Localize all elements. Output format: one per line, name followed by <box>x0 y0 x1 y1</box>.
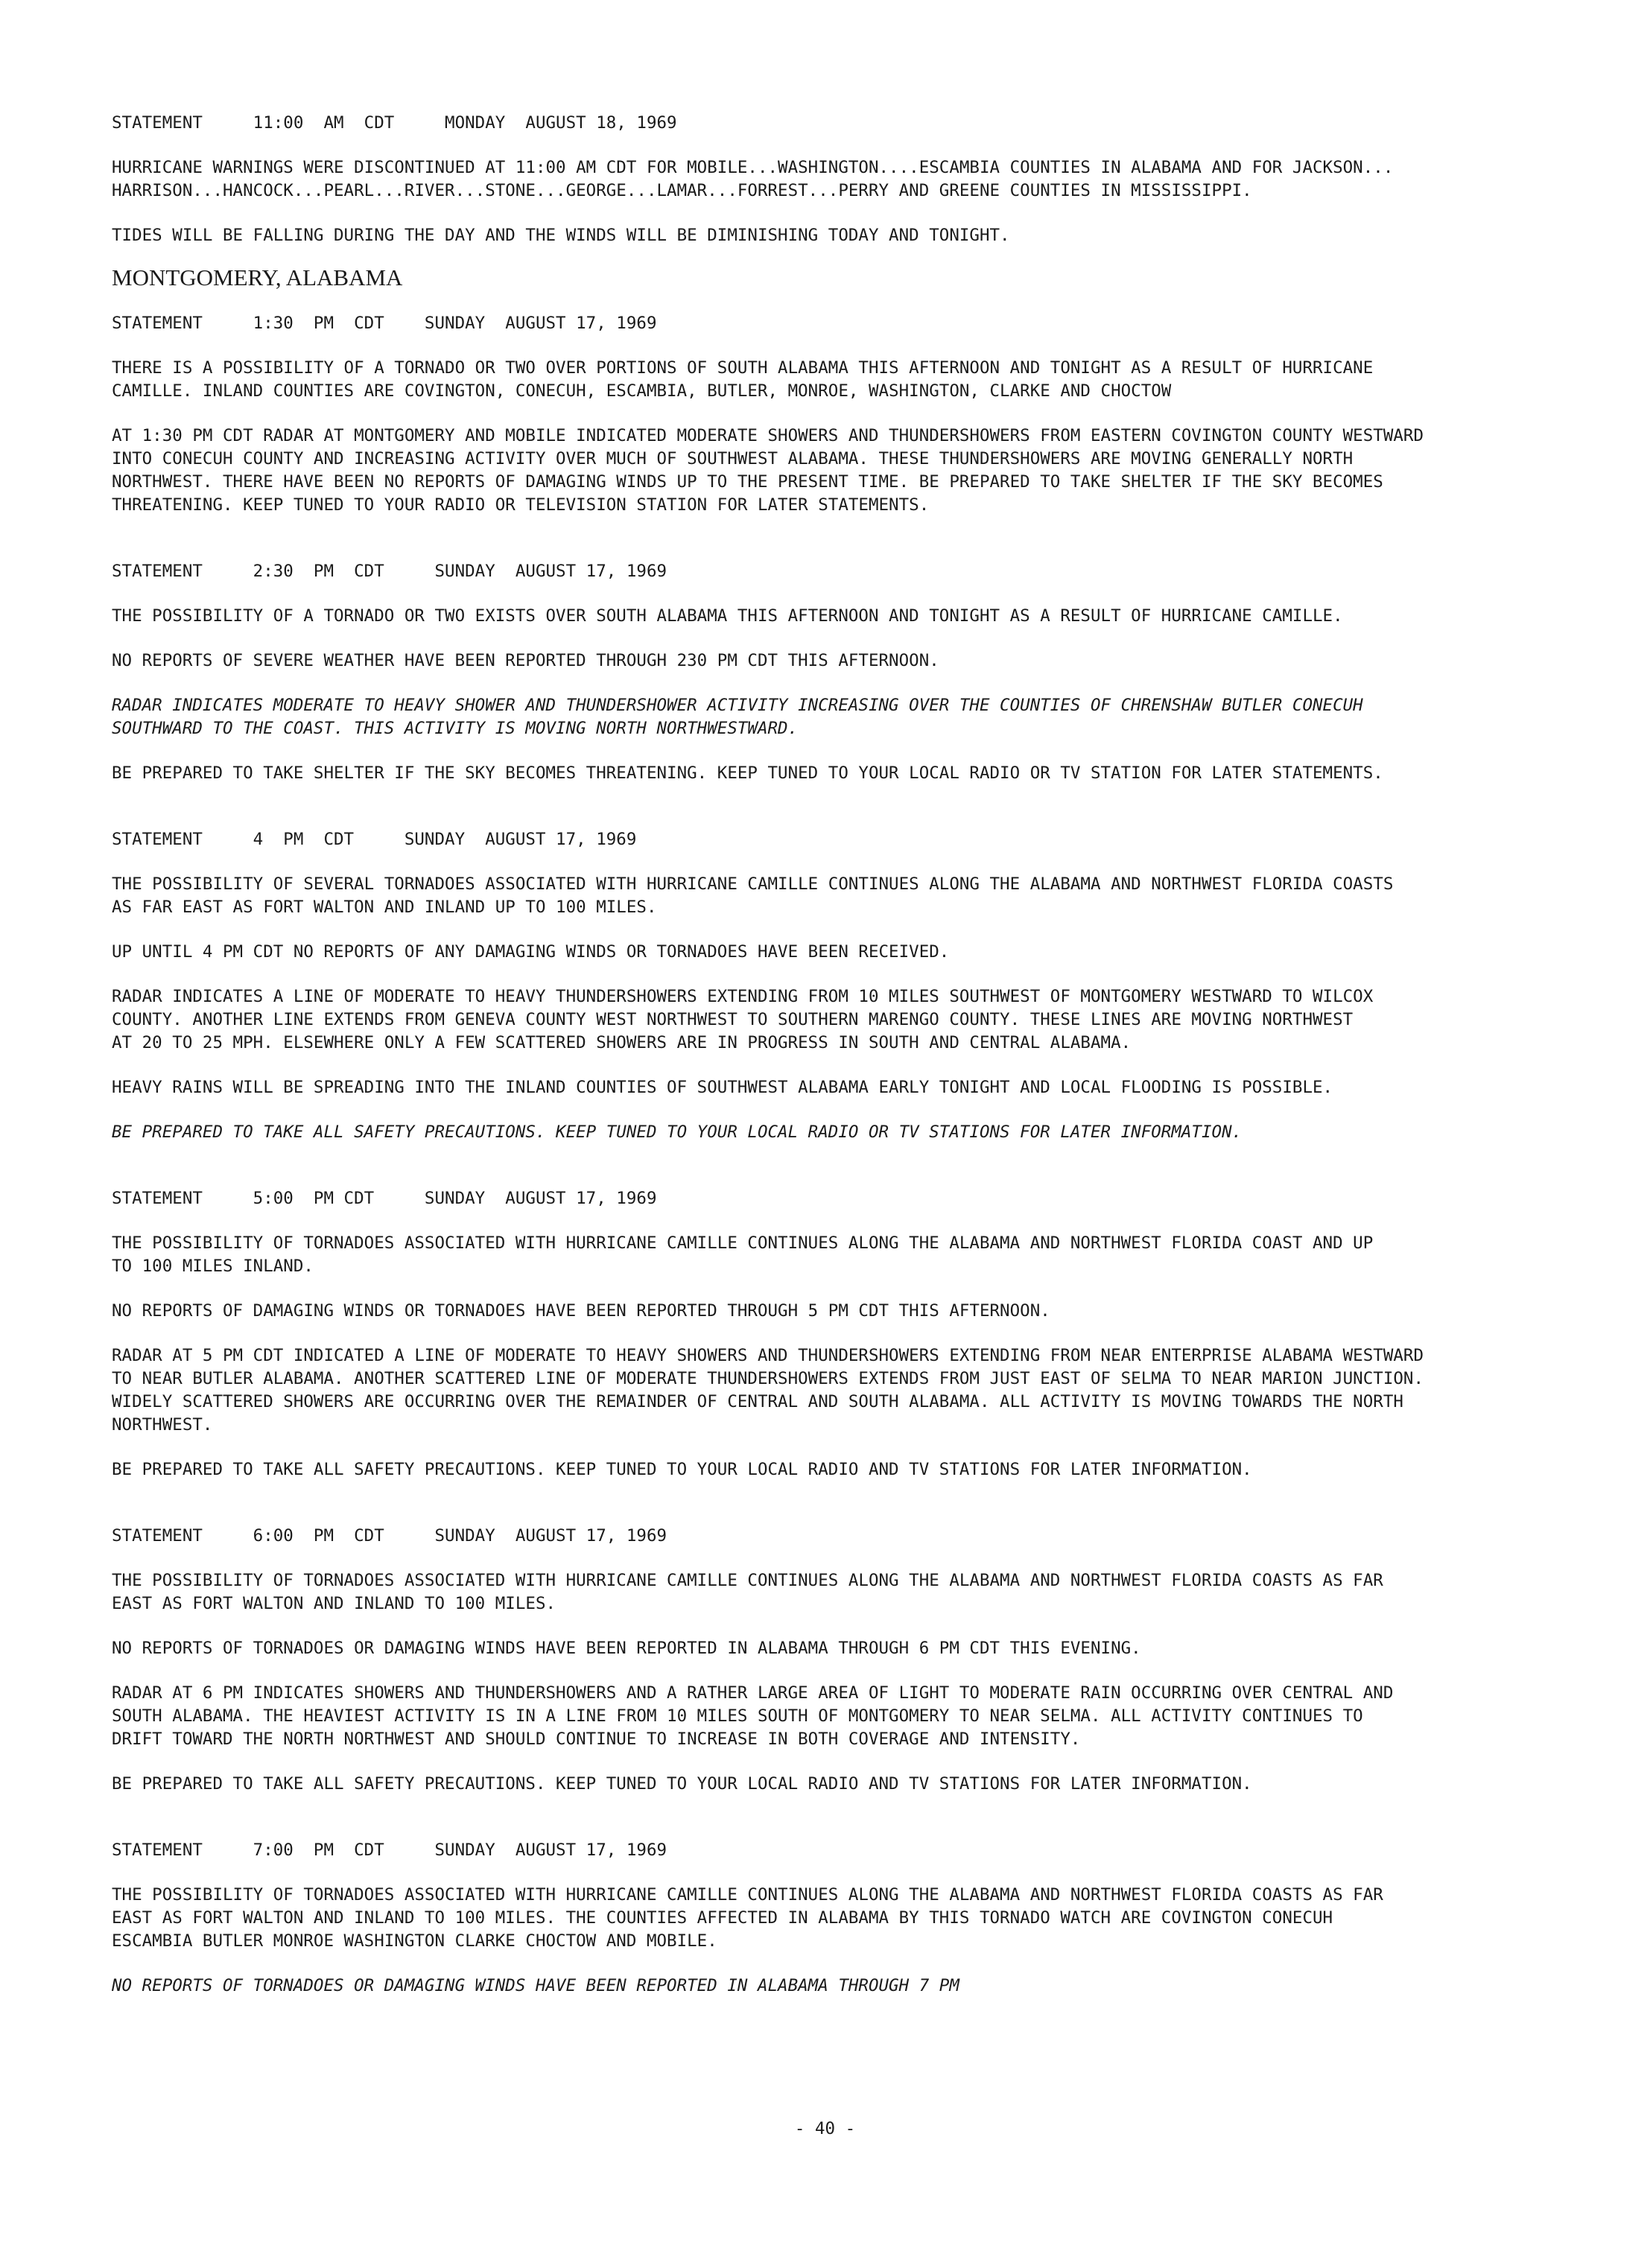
statement-paragraph: THERE IS A POSSIBILITY OF A TORNADO OR TWO OVER PORTIONS OF SOUTH ALABAMA THIS AFTERNOON AND TONIGHT AS A RESULT OF HURRICANE CAMILLE. INLAND COUNTIES ARE COVINGTON, CONECUH, ESCAMBIA, BUTLER, MONROE, WASHINGTON, CLARKE AND CHOCTOW <box>112 358 1374 401</box>
statement-heading: STATEMENT 2:30 PM CDT SUNDAY AUGUST 17, 1969 <box>112 562 667 581</box>
statement-paragraph: THE POSSIBILITY OF TORNADOES ASSOCIATED WITH HURRICANE CAMILLE CONTINUES ALONG THE ALABAMA AND NORTHWEST FLORIDA COASTS AS FAR EAST AS FORT WALTON AND INLAND TO 100 MILES. <box>112 1571 1383 1613</box>
statement-paragraph: UP UNTIL 4 PM CDT NO REPORTS OF ANY DAMAGING WINDS OR TORNADOES HAVE BEEN RECEIVED. <box>112 942 950 962</box>
statement-block <box>112 1525 1602 1796</box>
page-number: - 40 - <box>794 2119 856 2138</box>
statement-divider-space <box>112 1503 1602 1525</box>
statement-paragraph: BE PREPARED TO TAKE ALL SAFETY PRECAUTIONS. KEEP TUNED TO YOUR LOCAL RADIO OR TV STATIONS FOR LATER INFORMATION. <box>112 1122 1243 1142</box>
statement-heading: STATEMENT 6:00 PM CDT SUNDAY AUGUST 17, 1969 <box>112 1526 667 1546</box>
statement-paragraph: BE PREPARED TO TAKE ALL SAFETY PRECAUTIONS. KEEP TUNED TO YOUR LOCAL RADIO AND TV STATIONS FOR LATER INFORMATION. <box>112 1774 1252 1794</box>
statement-paragraph: NO REPORTS OF TORNADOES OR DAMAGING WINDS HAVE BEEN REPORTED IN ALABAMA THROUGH 6 PM CDT THIS EVENING. <box>112 1639 1141 1658</box>
statement-paragraph: RADAR AT 6 PM INDICATES SHOWERS AND THUNDERSHOWERS AND A RATHER LARGE AREA OF LIGHT TO MODERATE RAIN OCCURRING OVER CENTRAL AND SOUTH ALABAMA. THE HEAVIEST ACTIVITY IS IN A LINE FROM 10 MILES SOUTH OF MONTGOMERY TO NEAR SELMA. ALL ACTIVITY CONTINUES TO DRIFT TOWARD THE NORTH NORTHWEST AND SHOULD CONTINUE TO INCREASE IN BOTH COVERAGE AND INTENSITY. <box>112 1683 1394 1749</box>
statement-heading: STATEMENT 4 PM CDT SUNDAY AUGUST 17, 1969 <box>112 830 637 849</box>
statement-heading: STATEMENT 7:00 PM CDT SUNDAY AUGUST 17, 1969 <box>112 1840 667 1860</box>
statement-paragraph: TIDES WILL BE FALLING DURING THE DAY AND THE WINDS WILL BE DIMINISHING TODAY AND TONIGHT. <box>112 226 1010 245</box>
statement-paragraph: BE PREPARED TO TAKE ALL SAFETY PRECAUTIONS. KEEP TUNED TO YOUR LOCAL RADIO AND TV STATIONS FOR LATER INFORMATION. <box>112 1460 1252 1479</box>
statement-heading: STATEMENT 1:30 PM CDT SUNDAY AUGUST 17, 1969 <box>112 314 657 333</box>
statement-heading: STATEMENT 5:00 PM CDT SUNDAY AUGUST 17, 1969 <box>112 1189 657 1208</box>
statement-paragraph: THE POSSIBILITY OF SEVERAL TORNADOES ASSOCIATED WITH HURRICANE CAMILLE CONTINUES ALONG THE ALABAMA AND NORTHWEST FLORIDA COASTS AS FAR EAST AS FORT WALTON AND INLAND UP TO 100 MILES. <box>112 874 1394 917</box>
statement-paragraph: HURRICANE WARNINGS WERE DISCONTINUED AT 11:00 AM CDT FOR MOBILE...WASHINGTON....ESCAMBIA COUNTIES IN ALABAMA AND FOR JACKSON... HARRISON...HANCOCK...PEARL...RIVER...STONE...GEORGE...LAMAR...FORREST...PERRY AND GREENE COUNTIES IN MISSISSIPPI. <box>112 158 1394 200</box>
statement-paragraph: THE POSSIBILITY OF TORNADOES ASSOCIATED WITH HURRICANE CAMILLE CONTINUES ALONG THE ALABAMA AND NORTHWEST FLORIDA COAST AND UP TO 100 MILES INLAND. <box>112 1233 1374 1276</box>
statement-paragraph: THE POSSIBILITY OF A TORNADO OR TWO EXISTS OVER SOUTH ALABAMA THIS AFTERNOON AND TONIGHT AS A RESULT OF HURRICANE CAMILLE. <box>112 606 1343 626</box>
statement-block <box>112 1839 1602 1998</box>
statement-paragraph: RADAR AT 5 PM CDT INDICATED A LINE OF MODERATE TO HEAVY SHOWERS AND THUNDERSHOWERS EXTENDING FROM NEAR ENTERPRISE ALABAMA WESTWARD TO NEAR BUTLER ALABAMA. ANOTHER SCATTERED LINE OF MODERATE THUNDERSHOWERS EXTENDS FROM JUST EAST OF SELMA TO NEAR MARION JUNCTION. WIDELY SCATTERED SHOWERS ARE OCCURRING OVER THE REMAINDER OF CENTRAL AND SOUTH ALABAMA. ALL ACTIVITY IS MOVING TOWARDS THE NORTH NORTHWEST. <box>112 1346 1424 1435</box>
statement-divider-space <box>112 807 1602 828</box>
statements-list <box>112 312 1602 1998</box>
document-page <box>112 112 1602 2019</box>
statement-block <box>112 828 1602 1144</box>
statement-divider-space <box>112 1166 1602 1187</box>
statement-paragraph: RADAR INDICATES A LINE OF MODERATE TO HEAVY THUNDERSHOWERS EXTENDING FROM 10 MILES SOUTHWEST OF MONTGOMERY WESTWARD TO WILCOX COUNTY. ANOTHER LINE EXTENDS FROM GENEVA COUNTY WEST NORTHWEST TO SOUTHERN MARENGO COUNTY. THESE LINES ARE MOVING NORTHWEST AT 20 TO 25 MPH. ELSEWHERE ONLY A FEW SCATTERED SHOWERS ARE IN PROGRESS IN SOUTH AND CENTRAL ALABAMA. <box>112 987 1374 1052</box>
statement-divider-space <box>112 1817 1602 1839</box>
section-title: MONTGOMERY, ALABAMA <box>112 264 403 290</box>
statement-block <box>112 560 1602 785</box>
statement-paragraph: THE POSSIBILITY OF TORNADOES ASSOCIATED WITH HURRICANE CAMILLE CONTINUES ALONG THE ALABAMA AND NORTHWEST FLORIDA COASTS AS FAR EAST AS FORT WALTON AND INLAND TO 100 MILES. THE COUNTIES AFFECTED IN ALABAMA BY THIS TORNADO WATCH ARE COVINGTON CONECUH ESCAMBIA BUTLER MONROE WASHINGTON CLARKE CHOCTOW AND MOBILE. <box>112 1885 1383 1951</box>
statement-paragraph: NO REPORTS OF TORNADOES OR DAMAGING WINDS HAVE BEEN REPORTED IN ALABAMA THROUGH 7 PM <box>112 1976 959 1995</box>
statement-heading: STATEMENT 11:00 AM CDT MONDAY AUGUST 18, 1969 <box>112 113 677 133</box>
statement-paragraph: BE PREPARED TO TAKE SHELTER IF THE SKY BECOMES THREATENING. KEEP TUNED TO YOUR LOCAL RADIO OR TV STATION FOR LATER STATEMENTS. <box>112 763 1383 783</box>
statement-paragraph: HEAVY RAINS WILL BE SPREADING INTO THE INLAND COUNTIES OF SOUTHWEST ALABAMA EARLY TONIGHT AND LOCAL FLOODING IS POSSIBLE. <box>112 1078 1333 1097</box>
statement-block <box>112 312 1602 517</box>
statement-paragraph: NO REPORTS OF DAMAGING WINDS OR TORNADOES HAVE BEEN REPORTED THROUGH 5 PM CDT THIS AFTERNOON. <box>112 1301 1050 1321</box>
statement-block <box>112 1187 1602 1481</box>
statement-paragraph: NO REPORTS OF SEVERE WEATHER HAVE BEEN REPORTED THROUGH 230 PM CDT THIS AFTERNOON. <box>112 651 939 670</box>
statement-divider-space <box>112 539 1602 560</box>
mobile-statement <box>112 112 1602 247</box>
statement-paragraph: RADAR INDICATES MODERATE TO HEAVY SHOWER AND THUNDERSHOWER ACTIVITY INCREASING OVER THE COUNTIES OF CHRENSHAW BUTLER CONECUH SOUTHWARD TO THE COAST. THIS ACTIVITY IS MOVING NORTH NORTHWESTWARD. <box>112 696 1363 738</box>
statement-paragraph: AT 1:30 PM CDT RADAR AT MONTGOMERY AND MOBILE INDICATED MODERATE SHOWERS AND THUNDERSHOWERS FROM EASTERN COVINGTON COUNTY WESTWARD INTO CONECUH COUNTY AND INCREASING ACTIVITY OVER MUCH OF SOUTHWEST ALABAMA. THESE THUNDERSHOWERS ARE MOVING GENERALLY NORTH NORTHWEST. THERE HAVE BEEN NO REPORTS OF DAMAGING WINDS UP TO THE PRESENT TIME. BE PREPARED TO TAKE SHELTER IF THE SKY BECOMES THREATENING. KEEP TUNED TO YOUR RADIO OR TELEVISION STATION FOR LATER STATEMENTS. <box>112 426 1424 515</box>
